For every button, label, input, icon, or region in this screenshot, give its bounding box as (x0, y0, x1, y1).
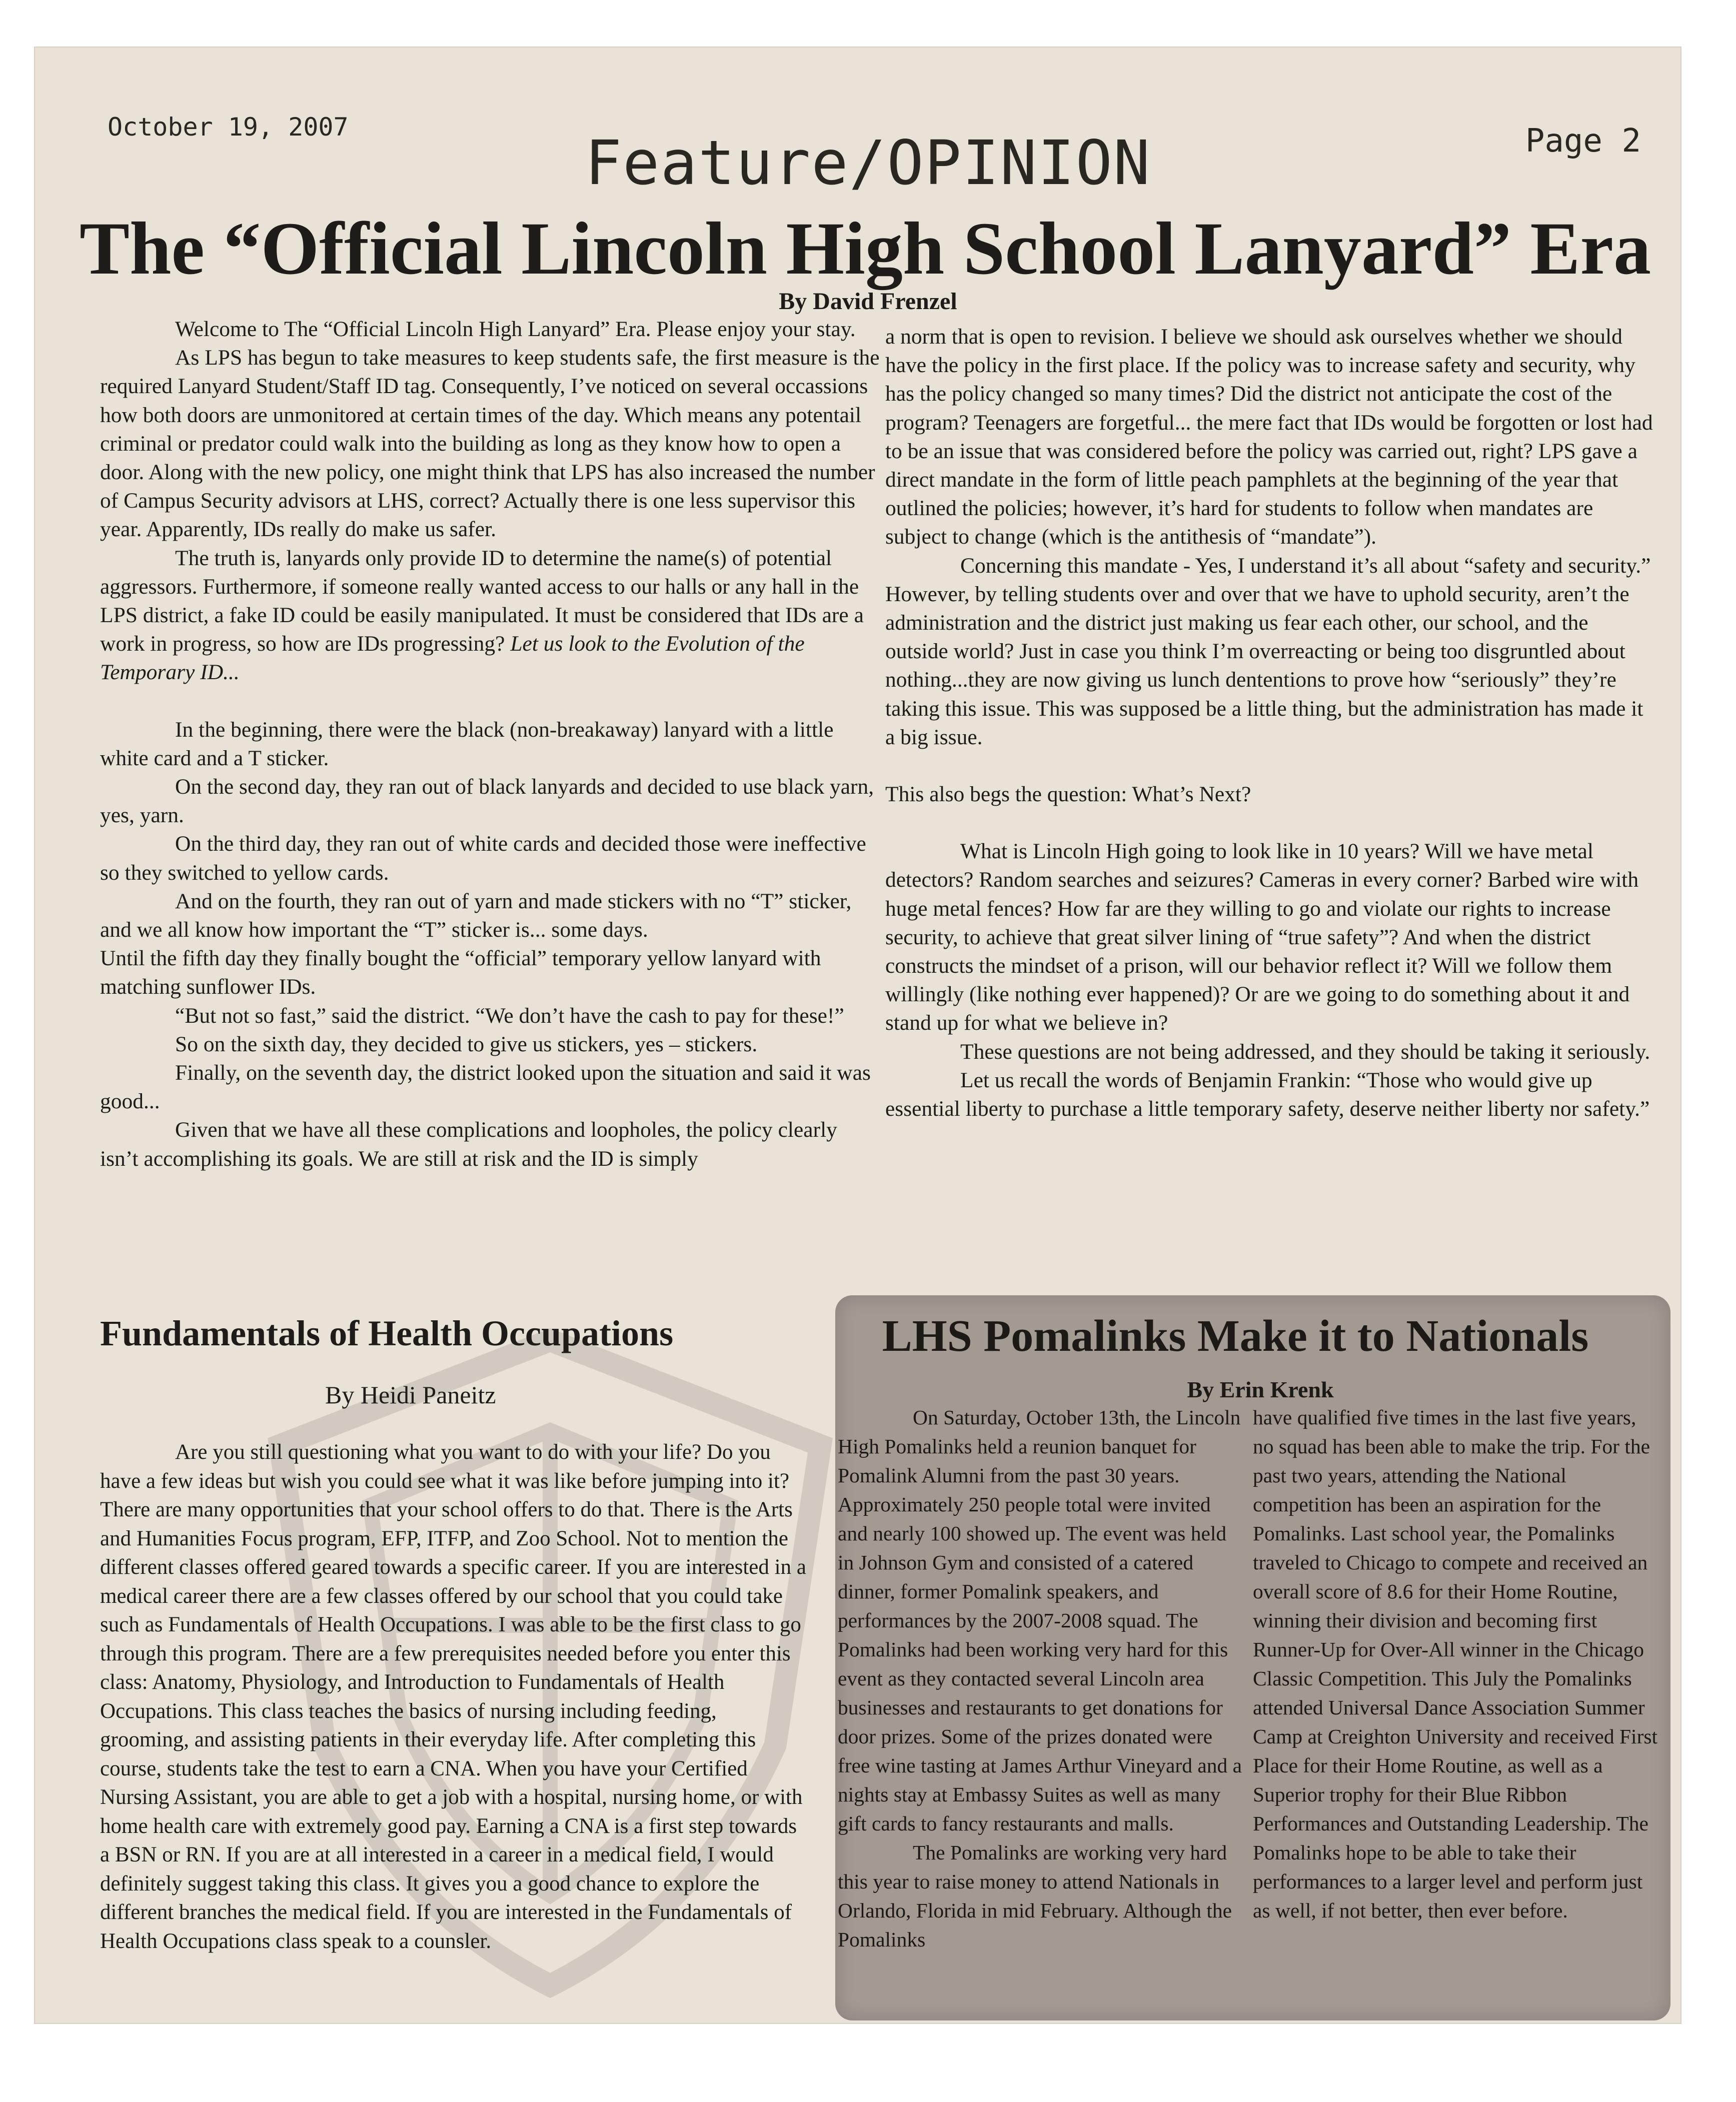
paragraph: This also begs the question: What’s Next? (885, 782, 1251, 807)
italic-lead-in: Let us look to the Evolution of the Temporary ID... (100, 632, 805, 685)
main-article-column-2 (885, 323, 1653, 1123)
paragraph: Are you still questioning what you want to do with your life? Do you have a few ideas but wish you could see what it was like before jumping into it? There are many opportunities that your school offers to do that. There is the Arts and Humanities Focus program, EFP, ITFP, and Zoo School. Not to mention the different classes offered geared towards a specific career. If you are interested in a medical career there are a few classes offered by our school that you could take such as Fundamentals of Health Occupations. I was able to be the first class to go through this program. There are a few prerequisites needed before you enter this class: Anatomy, Physiology, and Introduction to Fundamentals of Health Occupations. This class teaches the basics of nursing including feeding, grooming, and assisting patients in their everyday life. After completing this course, students take the test to earn a CNA. When you have your Certified Nursing Assistant, you are able to get a job with a hospital, nursing home, or with home health care with extremely good pay. Earning a CNA is a first step towards a BSN or RN. If you are at all interested in a career in a medical field, I would definitely suggest taking this class. It gives you a good chance to explore the different branches the medical field. If you are interested in the Fundamentals of Health Occupations class speak to a counsler. (100, 1440, 806, 1953)
health-article-title: Fundamentals of Health Occupations (100, 1313, 674, 1353)
paragraph: In the beginning, there were the black (non-breakaway) lanyard with a little white card and a T sticker. (100, 717, 834, 770)
paragraph: “But not so fast,” said the district. “We don’t have the cash to pay for these!” (175, 1003, 844, 1028)
health-article-body (100, 1438, 810, 1955)
paragraph: a norm that is open to revision. I believe we should ask ourselves whether we should have the policy in the first place. If the policy was to increase safety and security, why has the policy changed so many times? Did the district not anticipate the cost of the program? Teenagers are forgetful... the mere fact that IDs would be forgotten or lost had to be an issue that was considered before the policy was carried out, right? LPS gave a direct mandate in the form of little peach pamphlets at the beginning of the year that outlined the policies; however, it’s hard for students to follow when mandates are subject to change (which is the antithesis of “mandate”). (885, 325, 1653, 549)
paragraph-text: The truth is, lanyards only provide ID to determine the name(s) of potential aggressors. Furthermore, if someone really wanted access to our halls or any hall in the LPS district, a fake ID could be easily manipulated. It must be considered that IDs are a work in progress, so how are IDs progressing? (100, 546, 864, 656)
main-headline: The “Official Lincoln High School Lanyard” Era (79, 207, 1651, 290)
paragraph: On the third day, they ran out of white cards and decided those were ineffective so they switched to yellow cards. (100, 832, 866, 885)
paragraph: The Pomalinks are working very hard this year to raise money to attend Nationals in Orlando, Florida in mid February. Although the Pomalinks (838, 1841, 1232, 1951)
health-article-byline: By Heidi Paneitz (325, 1381, 496, 1409)
paragraph: On Saturday, October 13th, the Lincoln High Pomalinks held a reunion banquet for Pomalink Alumni from the past 30 years. Approximately 250 people total were invited and nearly 100 showed up. The event was held in Johnson Gym and consisted of a catered dinner, former Pomalink speakers, and performances by the 2007-2008 squad. The Pomalinks had been working very hard for this event as they contacted several Lincoln area businesses and restaurants to get donations for door prizes. Some of the prizes donated were free wine tasting at James Arthur Vineyard and a nights stay at Embassy Suites as well as many gift cards to fancy restaurants and malls. (838, 1406, 1242, 1835)
paragraph (100, 544, 880, 687)
paragraph: Finally, on the seventh day, the district looked upon the situation and said it was good... (100, 1061, 871, 1114)
paragraph: As LPS has begun to take measures to keep students safe, the first measure is the required Lanyard Student/Staff ID tag. Consequently, I’ve noticed on several occassions how both doors are unmonitored at certain times of the day. Which means any potentail criminal or predator could walk into the building as long as they know how to open a door. Along with the new policy, one might think that LPS has also increased the number of Campus Security advisors at LHS, correct? Actually there is one less supervisor this year. Apparently, IDs really do make us safer. (100, 346, 880, 542)
paragraph: So on the sixth day, they decided to give us stickers, yes – stickers. (175, 1032, 758, 1056)
paragraph: On the second day, they ran out of black lanyards and decided to use black yarn, yes, yarn. (100, 775, 874, 828)
issue-date: October 19, 2007 (108, 113, 349, 142)
paragraph: Concerning this mandate - Yes, I understand it’s all about “safety and security.” However, by telling students over and over that we have to uphold security, aren’t the administration and the district just making us fear each other, our school, and the outside world? Just in case you think I’m overreacting or being too disgruntled about nothing...they are now giving us lunch dententions to prove how “seriously” they’re taking this issue. This was supposed be a little thing, but the administration has made it a big issue. (885, 553, 1651, 749)
pomalinks-article-byline: By Erin Krenk (1187, 1377, 1334, 1402)
pomalinks-article-column-1 (838, 1403, 1245, 1954)
paragraph: What is Lincoln High going to look like in 10 years? Will we have metal detectors? Random searches and seizures? Cameras in every corner? Barbed wire with huge metal fences? How far are they willing to go and violate our rights to increase security, to achieve that great silver lining of “true safety”? And when the district constructs the mindset of a prison, will our behavior reflect it? Will we follow them willingly (like nothing ever happened)? Or are we going to do something about it and stand up for what we believe in? (885, 839, 1639, 1035)
paragraph: And on the fourth, they ran out of yarn and made stickers with no “T” sticker, and we all know how important the “T” sticker is... some days. (100, 889, 852, 942)
paragraph: Given that we have all these complications and loopholes, the policy clearly isn’t accomplishing its goals. We are still at risk and the ID is simply (100, 1118, 837, 1171)
paragraph: These questions are not being addressed, and they should be taking it seriously. (960, 1039, 1650, 1064)
section-title: Feature/OPINION (585, 128, 1151, 199)
main-article-column-1 (100, 315, 880, 1173)
paragraph: Let us recall the words of Benjamin Frankin: “Those who would give up essential liberty to purchase a little temporary safety, deserve neither liberty nor safety.” (885, 1068, 1650, 1121)
paragraph: have qualified five times in the last five years, no squad has been able to make the trip. For the past two years, attending the National competition has been an aspiration for the Pomalinks. Last school year, the Pomalinks traveled to Chicago to compete and received an overall score of 8.6 for their Home Routine, winning their division and becoming first Runner-Up for Over-All winner in the Chicago Classic Competition. This July the Pomalinks attended Universal Dance Association Summer Camp at Creighton University and received First Place for their Home Routine, as well as a Superior trophy for their Blue Ribbon Performances and Outstanding Leadership. The Pomalinks hope to be able to take their performances to a larger level and perform just as well, if not better, then ever before. (1253, 1406, 1658, 1922)
paragraph: Welcome to The “Official Lincoln High Lanyard” Era. Please enjoy your stay. (175, 317, 856, 341)
page-number: Page 2 (1525, 123, 1641, 160)
paragraph: Until the fifth day they finally bought the “official” temporary yellow lanyard with matching sunflower IDs. (100, 946, 821, 999)
main-byline: By David Frenzel (779, 288, 957, 315)
pomalinks-article-title: LHS Pomalinks Make it to Nationals (882, 1311, 1589, 1361)
pomalinks-article-column-2 (1253, 1403, 1658, 1925)
